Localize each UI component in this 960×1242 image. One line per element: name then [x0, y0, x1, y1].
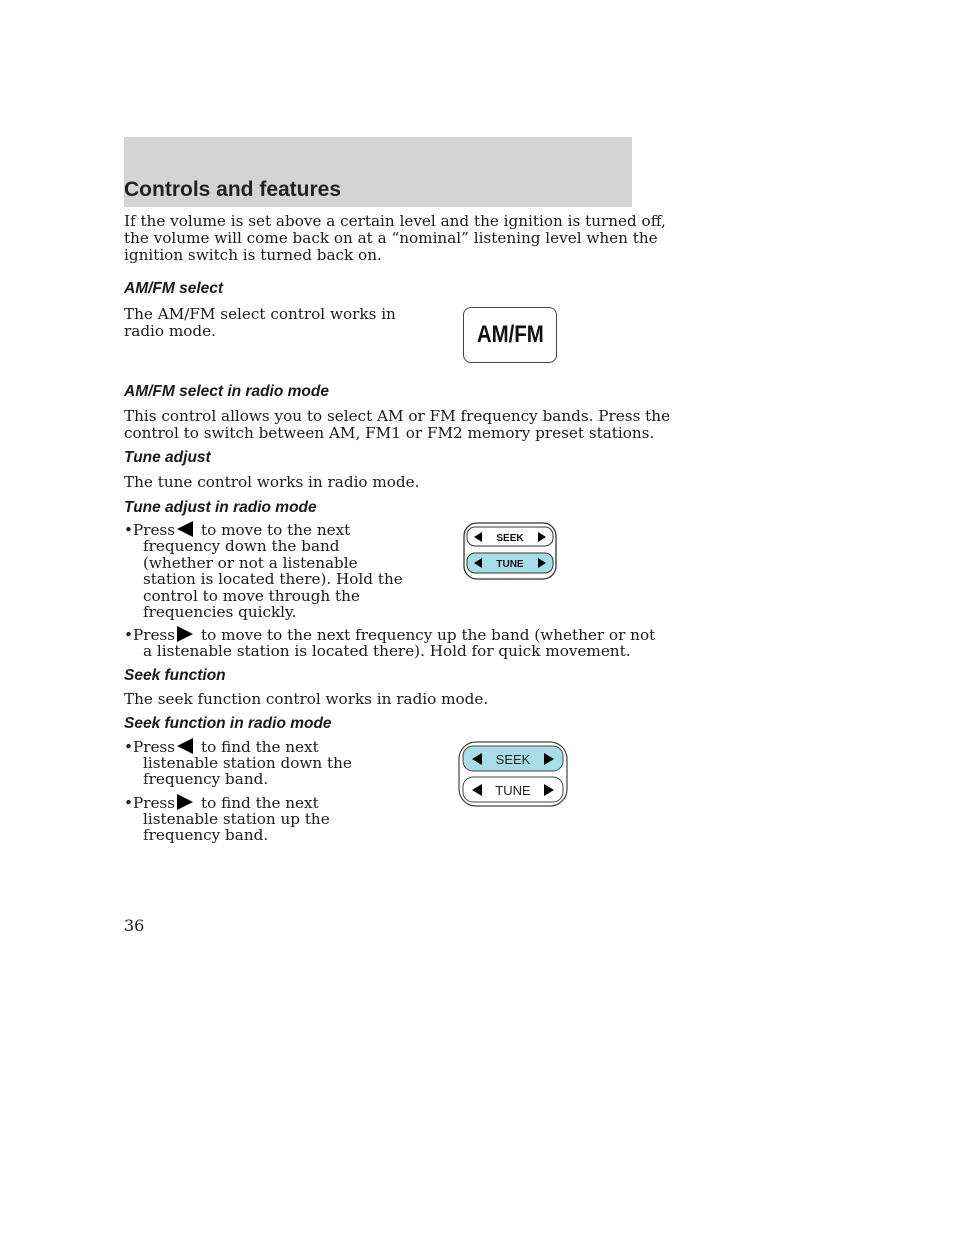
intro-line-3: ignition switch is turned back on. [124, 246, 382, 264]
intro-line-1: If the volume is set above a certain level and the ignition is turned off, [124, 212, 666, 230]
page-number: 36 [124, 916, 145, 935]
seek-bullet-1-first: to find the next [201, 738, 319, 756]
amfm-button-illustration [463, 307, 557, 363]
heading-tune-radio-mode: Tune adjust in radio mode [124, 499, 317, 516]
tune-bullet-1-line-4: station is located there). Hold the [143, 570, 403, 588]
amfm-radio-line-1: This control allows you to select AM or FM frequency bands. Press the [124, 407, 671, 425]
heading-seek-function: Seek function [124, 667, 226, 684]
intro-line-2: the volume will come back on at a “nominal” listening level when the [124, 229, 658, 247]
press-word: Press [132, 794, 176, 812]
press-word: Press [132, 738, 176, 756]
amfm-button-label: AM/FM [476, 321, 544, 348]
seek-bullet-1-line-3: frequency band. [143, 770, 269, 788]
triangle-right-icon [177, 626, 193, 642]
diagram-seek-label: SEEK [495, 752, 531, 767]
press-word: Press [132, 626, 176, 644]
heading-seek-radio-mode: Seek function in radio mode [124, 715, 332, 732]
section-title: Controls and features [124, 178, 342, 201]
tune-bullet-1-line-6: frequencies quickly. [143, 603, 297, 621]
bullet-dot: • [124, 626, 133, 644]
tune-adjust-line: The tune control works in radio mode. [124, 473, 420, 491]
tune-bullet-2-line-2: a listenable station is located there). Hold for quick movement. [143, 642, 631, 660]
tune-bullet-1-line-5: control to move through the [143, 587, 360, 605]
heading-amfm-radio-mode: AM/FM select in radio mode [124, 383, 329, 400]
press-word: Press [132, 521, 176, 539]
bullet-dot: • [124, 794, 133, 812]
triangle-right-icon [177, 794, 193, 810]
tune-bullet-1-line-3: (whether or not a listenable [143, 554, 358, 572]
tune-bullet-1-line-2: frequency down the band [143, 537, 340, 555]
heading-amfm-select: AM/FM select [124, 280, 224, 297]
amfm-radio-line-2: control to switch between AM, FM1 or FM2 memory preset stations. [124, 424, 655, 442]
seek-bullet-2-line-3: frequency band. [143, 826, 269, 844]
amfm-select-line-1: The AM/FM select control works in [124, 305, 396, 323]
diagram-tune-label: TUNE [495, 783, 531, 798]
seek-bullet-2-line-2: listenable station up the [143, 810, 330, 828]
seek-function-line: The seek function control works in radio mode. [124, 690, 489, 708]
heading-tune-adjust: Tune adjust [124, 449, 211, 466]
amfm-select-line-2: radio mode. [124, 322, 216, 340]
seek-bullet-2-first: to find the next [201, 794, 319, 812]
seek-tune-diagram-tune-highlight [463, 522, 557, 580]
diagram-seek-label: SEEK [496, 533, 524, 544]
bullet-dot: • [124, 738, 133, 756]
tune-bullet-2-first: to move to the next frequency up the band (whether or not [201, 626, 656, 644]
diagram-tune-label: TUNE [496, 559, 524, 570]
seek-bullet-1-line-2: listenable station down the [143, 754, 352, 772]
triangle-left-icon [177, 521, 193, 537]
bullet-dot: • [124, 521, 133, 539]
tune-bullet-1-first: to move to the next [201, 521, 351, 539]
seek-tune-diagram-seek-highlight [458, 741, 568, 807]
triangle-left-icon [177, 738, 193, 754]
